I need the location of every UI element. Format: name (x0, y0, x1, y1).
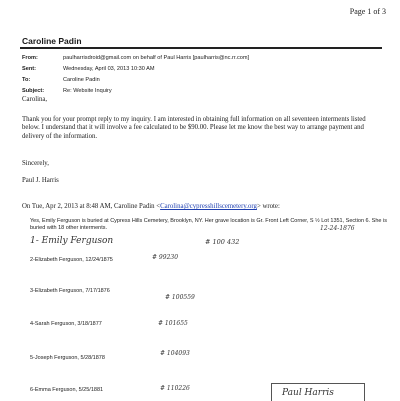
entry-label: 2-Elizabeth Ferguson, 12/24/1875 (30, 257, 113, 263)
quote-intro-before: On Tue, Apr 2, 2013 at 8:48 AM, Caroline Padin < (22, 203, 161, 210)
handwritten-number: # 99230 (152, 254, 179, 261)
handwritten-number: # 100559 (165, 294, 195, 301)
handwritten-date-note: 12-24-1876 (320, 225, 355, 232)
entry-label: 6-Emma Ferguson, 5/25/1881 (30, 387, 104, 393)
sender-name: Caroline Padin (22, 36, 82, 46)
entry-label: 5-Joseph Ferguson, 5/28/1878 (30, 355, 105, 361)
page-number: Page 1 of 3 (349, 7, 386, 16)
quoted-text: Yes, Emily Ferguson is buried at Cypress Hills Cemetery, Brooklyn, NY. Her grave location is Gr. Front Left Corner, S ½ Lot 1351, Section 6. She is buried with 18 other interments. (30, 218, 387, 231)
to-value: Caroline Padin (63, 77, 100, 83)
closing: Sincerely, (22, 160, 49, 167)
handwritten-number: # 104093 (160, 350, 190, 357)
to-label: To: (22, 77, 31, 83)
entry-label: 3-Elizabeth Ferguson, 7/17/1876 (30, 288, 110, 294)
quote-intro-after: > wrote: (256, 203, 280, 210)
entry-label: 4-Sarah Ferguson, 3/18/1877 (30, 321, 102, 327)
quote-intro (22, 203, 392, 211)
header-divider (20, 47, 382, 49)
message-body: Thank you for your prompt reply to my inquiry. I am interested in obtaining full information on all seventeen interments listed below. I understand that it will involve a fee calculated to be $90.00. Please let me know the best way to arrange payment and delivery of the information. (22, 116, 366, 140)
sent-label: Sent: (22, 66, 36, 72)
handwritten-number-1: # 100 432 (205, 238, 240, 246)
handwritten-number: # 110226 (160, 385, 190, 392)
handwritten-number: # 101655 (158, 320, 188, 327)
from-label: From: (22, 55, 38, 61)
sent-value: Wednesday, April 03, 2013 10:30 AM (63, 66, 155, 72)
handwritten-signature: Paul Harris (282, 388, 334, 398)
greeting: Carolina, (22, 96, 48, 103)
subject-value: Re: Website Inquiry (63, 88, 112, 94)
from-value: paulharrisdroid@gmail.com on behalf of Paul Harris [paulharris@nc.rr.com] (63, 55, 250, 61)
email-link[interactable]: Carolina@cypresshillscemetery.org (160, 203, 257, 210)
subject-label: Subject: (22, 88, 45, 94)
handwritten-entry-1: 1- Emily Ferguson (30, 236, 114, 246)
signature: Paul J. Harris (22, 177, 59, 184)
